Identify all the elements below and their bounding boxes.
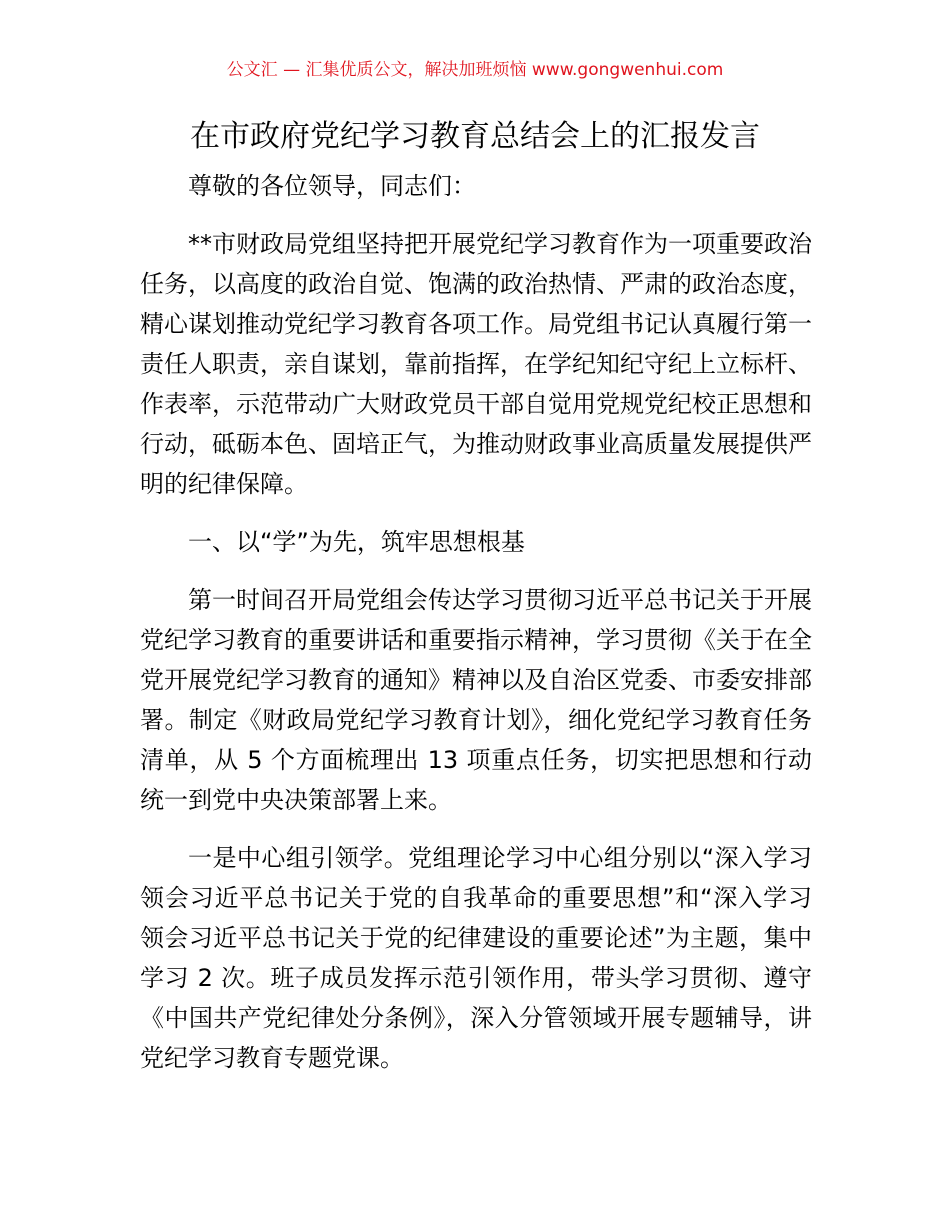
greeting: 尊敬的各位领导，同志们： — [188, 172, 476, 200]
intro-paragraph: **市财政局党组坚持把开展党纪学习教育作为一项重要政治任务，以高度的政治自觉、饱满的政治热情、严肃的政治态度，精心谋划推动党纪学习教育各项工作。局党组书记认真履行第一责任人职责，亲自谋划，靠前指挥，在学纪知纪守纪上立标杆、作表率，示范带动广大财政党员干部自觉用党规党纪校正思想和行动，砥砺本色、固培正气，为推动财政事业高质量发展提供严明的纪律保障。 — [140, 230, 812, 498]
section-1-paragraph: 第一时间召开局党组会传达学习贯彻习近平总书记关于开展党纪学习教育的重要讲话和重要指示精神，学习贯彻《关于在全党开展党纪学习教育的通知》精神以及自治区党委、市委安排部署。制定《财政局党纪学习教育计划》，细化党纪学习教育任务清单，从 5 个方面梳理出 13 项重点任务，切实把思想和行动统一到党中央决策部署上来。 — [140, 586, 812, 814]
site-banner: 公文汇 — 汇集优质公文，解决加班烦恼 www.gongwenhui.com — [226, 60, 724, 80]
section-heading-1: 一、以“学”为先，筑牢思想根基 — [188, 528, 525, 556]
document-body — [140, 166, 812, 1096]
document-title: 在市政府党纪学习教育总结会上的汇报发言 — [190, 119, 760, 154]
section-1-point-1: 一是中心组引领学。党组理论学习中心组分别以“深入学习领会习近平总书记关于党的自我革命的重要思想”和“深入学习领会习近平总书记关于党的纪律建设的重要论述”为主题，集中学习 2 次。班子成员发挥示范引领作用，带头学习贯彻、遵守《中国共产党纪律处分条例》，深入分管领域开展专题辅导，讲党纪学习教育专题党课。 — [140, 844, 812, 1072]
